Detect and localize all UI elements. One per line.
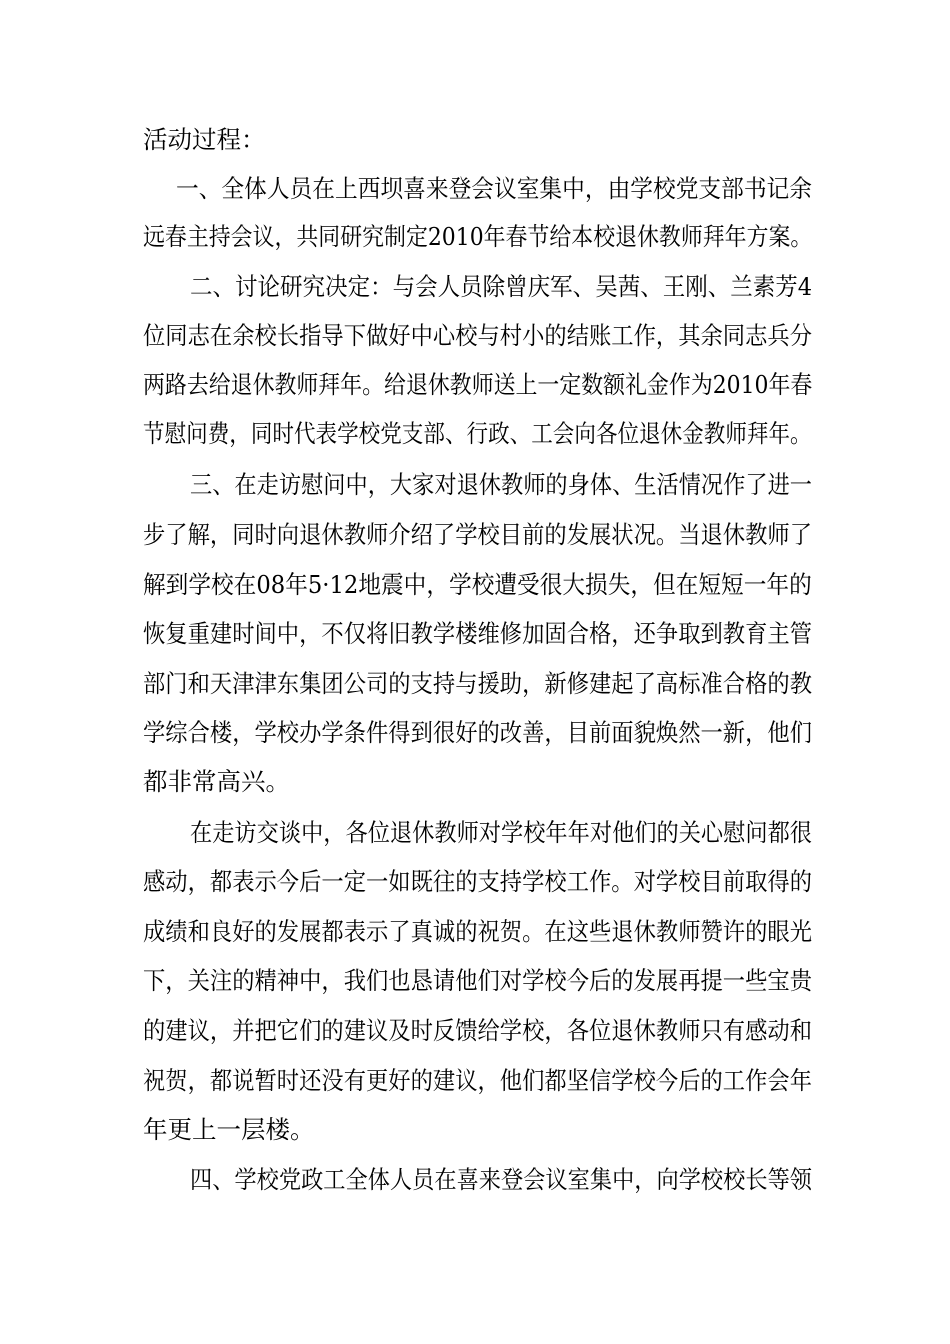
paragraph-line: 下，关注的精神中，我们也恳请他们对学校今后的发展再提一些宝贵 xyxy=(143,966,812,995)
paragraph-line: 年更上一层楼。 xyxy=(143,1115,315,1144)
paragraph-line: 感动，都表示今后一定一如既往的支持学校工作。对学校目前取得的 xyxy=(143,867,812,896)
paragraph-line: 四、学校党政工全体人员在喜来登会议室集中，向学校校长等领 xyxy=(190,1165,812,1194)
paragraph-line: 远春主持会议，共同研究制定2010年春节给本校退休教师拜年方案。 xyxy=(143,222,813,251)
paragraph-line: 二、讨论研究决定：与会人员除曾庆军、吴茜、王刚、兰素芳4 xyxy=(190,272,813,301)
paragraph-line: 步了解，同时向退休教师介绍了学校目前的发展状况。当退休教师了 xyxy=(143,520,812,549)
paragraph-line: 位同志在余校长指导下做好中心校与村小的结账工作，其余同志兵分 xyxy=(143,321,812,350)
paragraph-line: 解到学校在08年5·12地震中，学校遭受很大损失，但在短短一年的 xyxy=(143,570,812,599)
paragraph-line: 两路去给退休教师拜年。给退休教师送上一定数额礼金作为2010年春 xyxy=(143,370,813,399)
paragraph-line: 的建议，并把它们的建议及时反馈给学校，各位退休教师只有感动和 xyxy=(143,1016,812,1045)
paragraph-line: 都非常高兴。 xyxy=(143,767,290,796)
paragraph-line: 成绩和良好的发展都表示了真诚的祝贺。在这些退休教师赞许的眼光 xyxy=(143,917,812,946)
paragraph-line: 节慰问费，同时代表学校党支部、行政、工会向各位退休金教师拜年。 xyxy=(143,419,812,448)
paragraph-line: 恢复重建时间中，不仅将旧教学楼维修加固合格，还争取到教育主管 xyxy=(143,619,812,648)
paragraph-line: 部门和天津津东集团公司的支持与援助，新修建起了高标准合格的教 xyxy=(143,669,812,698)
paragraph-line: 学综合楼，学校办学条件得到很好的改善，目前面貌焕然一新，他们 xyxy=(143,718,812,747)
paragraph-line: 祝贺，都说暂时还没有更好的建议，他们都坚信学校今后的工作会年 xyxy=(143,1066,812,1095)
paragraph-line: 一、全体人员在上西坝喜来登会议室集中，由学校党支部书记余 xyxy=(176,174,812,203)
paragraph-line: 三、在走访慰问中，大家对退休教师的身体、生活情况作了进一 xyxy=(190,470,812,499)
section-heading: 活动过程： xyxy=(143,125,266,154)
paragraph-line: 在走访交谈中，各位退休教师对学校年年对他们的关心慰问都很 xyxy=(190,818,812,847)
